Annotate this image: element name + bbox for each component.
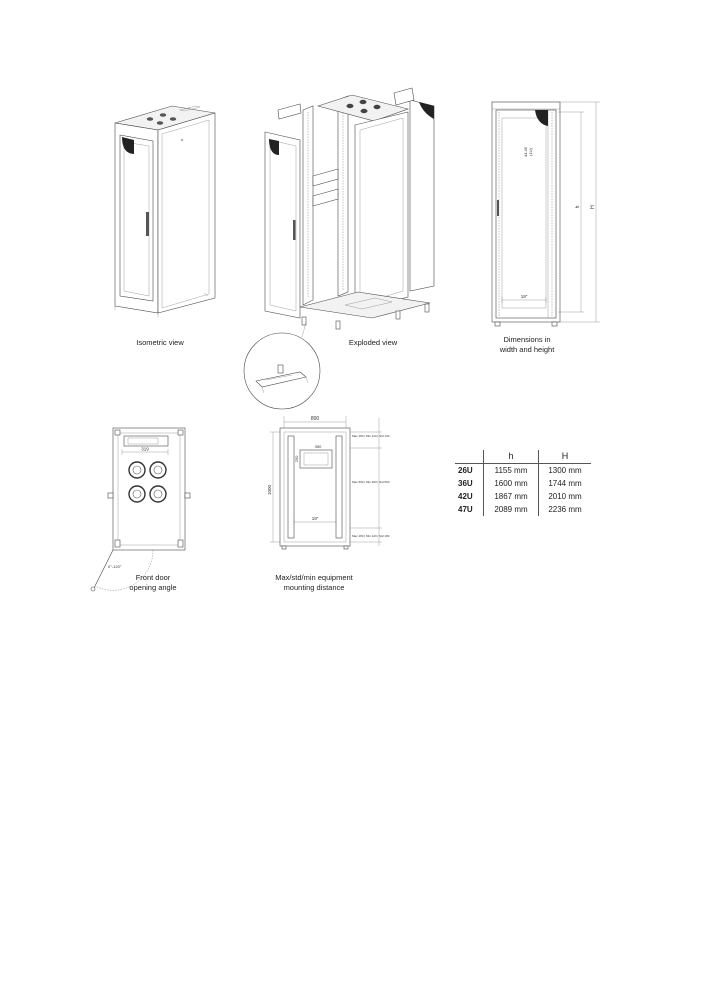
- box-depth-label: 250: [294, 455, 299, 463]
- exploded-view-caption: Exploded view: [348, 338, 398, 347]
- table-header-H: H: [539, 450, 592, 464]
- H-dimension-label: H: [590, 205, 596, 209]
- mounting-caption-line2: mounting distance: [283, 583, 345, 592]
- row-h: 2089 mm: [484, 503, 539, 516]
- dimensions-caption-line2: width and height: [499, 345, 555, 354]
- row-H: 2010 mm: [539, 490, 592, 503]
- bottom-range-label: Max 180 | Min 120 | Std 180: [352, 534, 390, 538]
- row-size: 42U: [458, 492, 473, 501]
- table-header-h: h: [484, 450, 539, 464]
- row-h: 1867 mm: [484, 490, 539, 503]
- row-size: 26U: [458, 466, 473, 475]
- inner-width-label: 350: [314, 444, 322, 449]
- unit-label-1u: (1U): [528, 148, 533, 156]
- front-door-caption-line2: opening angle: [129, 583, 177, 592]
- top-range-label: Max 180 | Min 120 | Std 133: [352, 434, 390, 438]
- front-door-top-view-drawing: [91, 428, 190, 591]
- table-row: [455, 477, 591, 490]
- row-H: 1300 mm: [539, 464, 592, 478]
- width-19-label: 19": [520, 294, 528, 299]
- door-width-label: 319: [141, 446, 149, 452]
- row-h: 1600 mm: [484, 477, 539, 490]
- row-H: 1744 mm: [539, 477, 592, 490]
- mounting-distance-drawing: [267, 416, 390, 549]
- height-spec-table: [455, 450, 591, 516]
- table-header-row: [455, 450, 591, 464]
- mounting-caption-line1: Max/std/min equipment: [275, 573, 353, 582]
- dimensions-drawing: [492, 102, 600, 326]
- door-angle-label: 0°-120°: [108, 564, 122, 569]
- table-row: [455, 490, 591, 503]
- mid-range-label: Max 590 | Min 460 | Std 560: [352, 480, 390, 484]
- front-door-caption-line1: Front door: [135, 573, 171, 582]
- table-row: [455, 464, 591, 478]
- row-h: 1155 mm: [484, 464, 539, 478]
- row-H: 2236 mm: [539, 503, 592, 516]
- h-dimension-label: h: [575, 205, 581, 209]
- unit-label: 44.45: [523, 146, 528, 158]
- row-size: 36U: [458, 479, 473, 488]
- depth-label: 800: [310, 416, 320, 422]
- isometric-view-caption: Isometric view: [136, 338, 184, 347]
- isometric-cabinet-drawing: [115, 106, 215, 317]
- table-row: [455, 503, 591, 516]
- height-label: 1000: [267, 484, 272, 496]
- rail-width-label: 19": [311, 516, 319, 521]
- dimensions-caption-line1: Dimensions in: [503, 335, 551, 344]
- exploded-cabinet-drawing: [244, 88, 434, 409]
- table-header-size: [455, 450, 484, 464]
- row-size: 47U: [458, 505, 473, 514]
